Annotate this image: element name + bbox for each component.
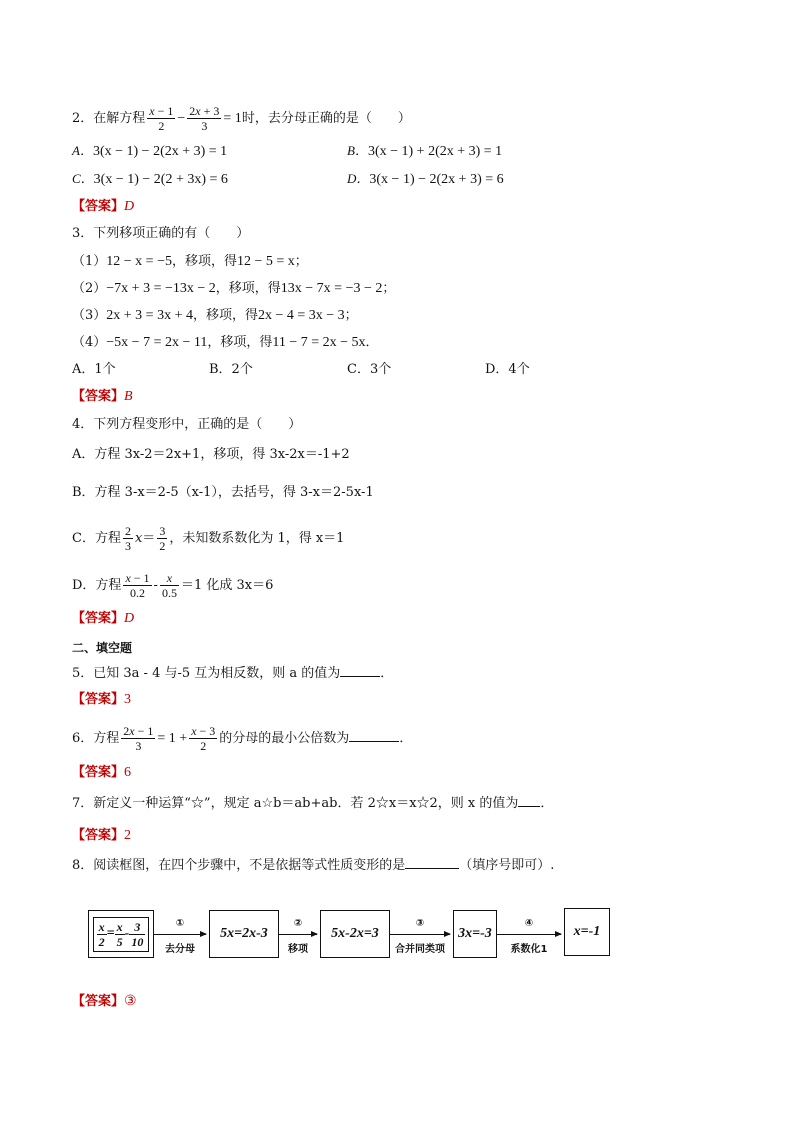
fraction: $\frac{x}{2}$ [98,919,105,949]
q3-item-3: （3）2x + 3 = 3x + 4，移项，得2x − 4 = 3x − 3； [72,308,358,323]
fraction: $\frac{2x + 3}{3}$ [189,104,220,133]
section-title-fill-in: 二、填空题 [72,641,133,655]
fraction: $\frac{3}{2}$ [159,524,166,553]
q2-option-d: D．3(x − 1) − 2(2x + 3) = 6 [347,171,504,187]
q3-option-d: D．4个 [485,362,530,377]
fraction: $\frac{3}{10}$ [131,919,144,949]
q8-stem: 8．阅读框图，在四个步骤中，不是依据等式性质变形的是 （填序号即可）. [72,858,555,873]
flow-box-start: $\frac{x}{2}$ = $\frac{x}{5}$ - $\frac{3}{10}$ [88,910,154,958]
fraction: $\frac{x}{5}$ [116,919,123,949]
q2-option-a: A．3(x − 1) − 2(2x + 3) = 1 [72,143,228,159]
q5-stem: 5．已知 3a - 4 与-5 互为相反数，则 a 的值为 ． [72,666,394,681]
q2-option-b: B．3(x − 1) + 2(2x + 3) = 1 [347,143,503,159]
answer-blank [349,729,399,742]
flow-arrow-1 [154,934,206,935]
flow-box-3: 3x=-3 [453,910,497,958]
step-label-1: 去分母 [165,944,195,955]
step-label-3: 合并同类项 [395,944,445,955]
q3-answer: 【答案】B [72,389,133,404]
step-number-1: ① [175,918,185,929]
flow-box-2: 5x-2x=3 [320,910,390,958]
q4-option-c: C．方程 $\frac{2}{3}$ x＝ $\frac{3}{2}$ ，未知数系数化为 1，得 x＝1 [72,524,345,553]
step-label-4: 系数化1 [510,944,548,955]
fraction: $\frac{2}{3}$ [124,524,131,553]
q6-stem: 6．方程 $\frac{2x - 1}{3}$ = 1 + $\frac{x - 3}{2}$ 的分母的最小公倍数为 ． [72,724,413,753]
fraction: $\frac{x - 3}{2}$ [191,724,216,753]
q2-answer: 【答案】D [72,199,135,214]
answer-blank [340,664,380,677]
q8-answer: 【答案】③ [72,994,137,1009]
q4-answer: 【答案】D [72,611,135,626]
step-number-2: ② [293,918,303,929]
q2-stem: 2．在解方程 $\frac{x - 1}{2}$ − $\frac{2x + 3}{3}$ = 1时，去分母正确的是（ ） [72,104,411,133]
q2-option-c: C．3(x − 1) − 2(2 + 3x) = 6 [72,171,228,187]
fraction: $\frac{2x - 1}{3}$ [123,724,154,753]
flow-arrow-4 [497,934,561,935]
q7-answer: 【答案】2 [72,828,132,843]
q3-item-2: （2）−7x + 3 = −13x − 2，移项，得13x − 7x = −3 − 2； [72,281,396,296]
step-number-4: ④ [524,918,534,929]
q5-answer: 【答案】3 [72,692,132,707]
flow-box-end: x=-1 [564,908,610,956]
q3-item-4: （4）−5x − 7 = 2x − 11，移项，得11 − 7 = 2x − 5x． [72,335,379,350]
q3-option-a: A．1个 [72,362,116,377]
fraction: $\frac{x - 1}{0.2}$ [125,571,150,600]
answer-blank [405,856,459,869]
q3-item-1: （1）12 − x = −5，移项，得12 − 5 = x； [72,254,308,269]
q4-stem: 4．下列方程变形中，正确的是（ ） [72,417,302,432]
q6-answer: 【答案】6 [72,765,132,780]
q4-option-b: B．方程 3-x＝2-5（x-1），去括号，得 3-x＝2-5x-1 [72,485,374,500]
q4-option-d: D．方程 $\frac{x - 1}{0.2}$ - $\frac{x}{0.5}$ ＝1 化成 3x＝6 [72,571,274,600]
q4-option-a: A．方程 3x-2＝2x+1，移项，得 3x-2x＝-1+2 [72,447,350,462]
answer-blank [518,794,540,807]
q3-stem: 3．下列移项正确的有（ ） [72,226,250,241]
step-label-2: 移项 [288,944,308,955]
step-number-3: ③ [415,918,425,929]
flow-arrow-2 [279,934,317,935]
q3-option-c: C．3个 [347,362,392,377]
q7-stem: 7．新定义一种运算“☆”，规定 a☆b＝ab+ab．若 2☆x＝x☆2，则 x 的值为 ． [72,796,554,811]
flow-box-1: 5x=2x-3 [209,910,279,958]
flow-arrow-3 [390,934,450,935]
fraction: $\frac{x - 1}{2}$ [149,104,174,133]
fraction: $\frac{x}{0.5}$ [161,571,177,600]
q3-option-b: B．2个 [209,362,253,377]
